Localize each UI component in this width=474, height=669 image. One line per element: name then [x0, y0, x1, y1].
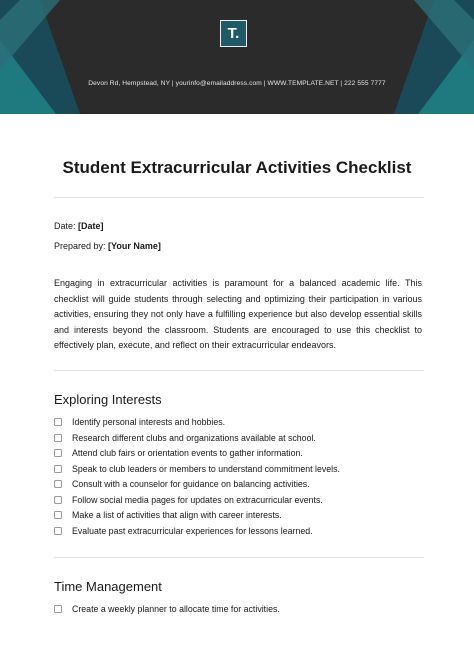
checklist-item-label: Identify personal interests and hobbies. — [72, 417, 226, 427]
date-label: Date: — [54, 221, 76, 231]
prepared-by-value: [Your Name] — [108, 241, 161, 251]
checkbox[interactable] — [54, 480, 62, 488]
checklist-item[interactable] — [54, 478, 310, 490]
document-header — [0, 0, 474, 114]
checklist-item[interactable] — [54, 494, 323, 506]
checkbox[interactable] — [54, 605, 62, 613]
intro-paragraph: Engaging in extracurricular activities is paramount for a balanced academic life. This checklist will guide students through selecting and optimizing their participation in various activities, ensuring they not only have a fulfilling experience but also develop essential skills and interests beyond the classroom. Students are encouraged to use this checklist to effectively plan, execute, and reflect on their extracurricular endeavors. — [54, 278, 422, 351]
checklist-item-label: Make a list of activities that align with career interests. — [72, 510, 282, 520]
checkbox[interactable] — [54, 496, 62, 504]
checklist-item-label: Speak to club leaders or members to understand commitment levels. — [72, 464, 340, 474]
checklist-item[interactable] — [54, 509, 282, 521]
section-title-exploring-interests: Exploring Interests — [54, 392, 162, 407]
prepared-by-line — [54, 241, 161, 251]
checklist-item[interactable] — [54, 447, 303, 459]
checkbox[interactable] — [54, 449, 62, 457]
checkbox[interactable] — [54, 511, 62, 519]
divider — [54, 197, 424, 198]
section-title-time-management: Time Management — [54, 579, 162, 594]
header-decoration — [0, 0, 474, 114]
checklist-item[interactable] — [54, 525, 313, 537]
checklist-item-label: Evaluate past extracurricular experiences for lessons learned. — [72, 526, 313, 536]
date-line — [54, 221, 104, 231]
checklist-item[interactable] — [54, 416, 225, 428]
checkbox[interactable] — [54, 418, 62, 426]
checkbox[interactable] — [54, 434, 62, 442]
template-logo — [220, 20, 247, 47]
page-title: Student Extracurricular Activities Checklist — [62, 158, 412, 177]
divider — [54, 370, 424, 371]
checklist-item-label: Research different clubs and organizations available at school. — [72, 433, 316, 443]
checklist-item-label: Attend club fairs or orientation events to gather information. — [72, 448, 303, 458]
prepared-by-label: Prepared by: — [54, 241, 106, 251]
divider — [54, 557, 424, 558]
checklist-item[interactable] — [54, 432, 316, 444]
checkbox[interactable] — [54, 527, 62, 535]
checklist-item-label: Follow social media pages for updates on extracurricular events. — [72, 495, 323, 505]
checklist-item-label: Create a weekly planner to allocate time for activities. — [72, 604, 280, 614]
checkbox[interactable] — [54, 465, 62, 473]
logo-letter: T. — [227, 25, 240, 42]
date-value: [Date] — [78, 221, 104, 231]
contact-line: Devon Rd, Hempstead, NY | yourinfo@emailaddress.com | WWW.TEMPLATE.NET | 222 555 7777 — [88, 80, 386, 87]
checklist-item-label: Consult with a counselor for guidance on balancing activities. — [72, 479, 310, 489]
checklist-item[interactable] — [54, 603, 280, 615]
checklist-item[interactable] — [54, 463, 340, 475]
